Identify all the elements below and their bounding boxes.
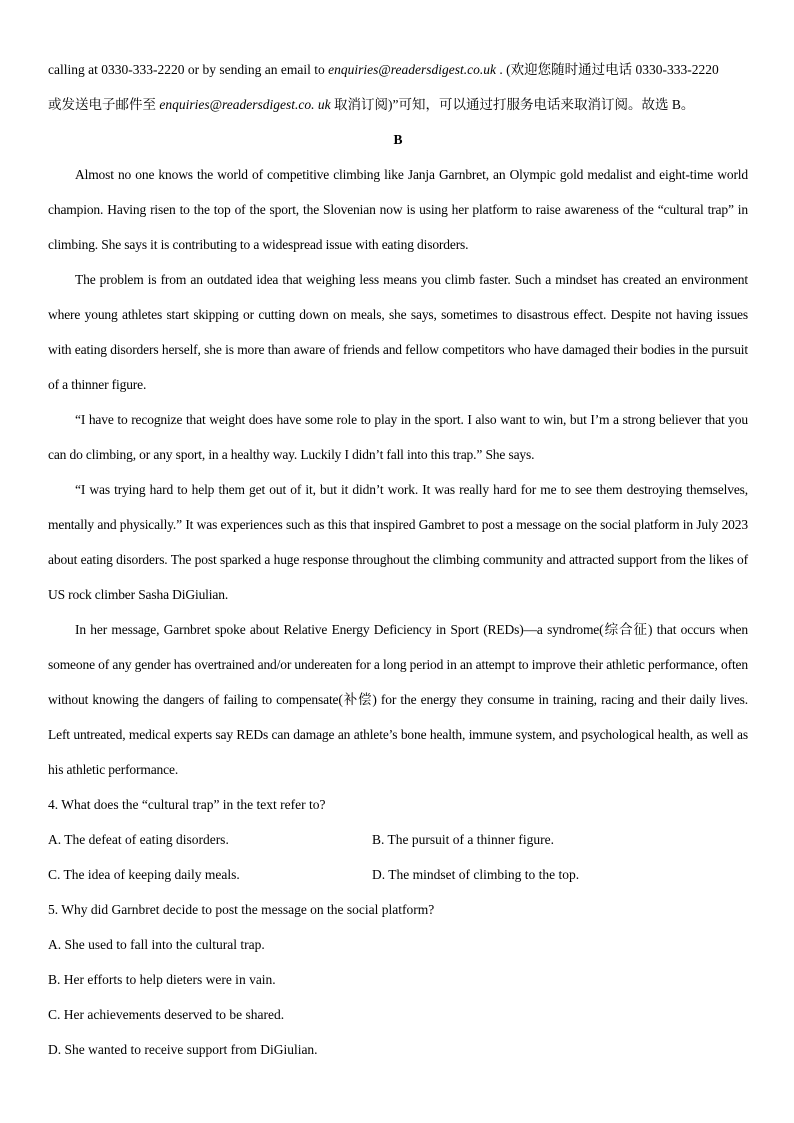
document-page [48,52,748,1067]
question-stem: 4. What does the “cultural trap” in the text refer to? [48,797,326,812]
answer-explanation-line-2 [48,87,748,122]
explanation-text: . (欢迎您随时通过电话 0330-333-2220 [495,62,719,77]
option: B. The pursuit of a thinner figure. [372,832,554,847]
options-row [48,822,748,857]
answer-explanation-line-1 [48,52,748,87]
explanation-text: calling at 0330-333-2220 or by sending an email to [48,62,329,77]
option: C. Her achievements deserved to be shared. [48,1007,285,1022]
option: C. The idea of keeping daily meals. [48,867,240,882]
option: A. She used to fall into the cultural trap. [48,937,265,952]
explanation-text: 取消订阅)”可知，可以通过打服务电话来取消订阅。故选 B。 [330,97,695,112]
explanation-text: 或发送电子邮件至 [48,97,160,112]
option: A. The defeat of eating disorders. [48,832,229,847]
email-address: enquiries@readersdigest.co.uk [328,62,496,77]
passage-paragraph: The problem is from an outdated idea that weighing less means you climb faster. Such a mindset has created an environment where young athletes start skipping or cutting down on meals, she says, sometimes to disastrous effect. Despite not having issues with eating disorders herself, she is more than aware of friends and fellow competitors who have damaged their bodies in the pursuit of a thinner figure. [48,272,748,392]
option: D. She wanted to receive support from DiGiulian. [48,1042,318,1057]
section-label: B [393,132,403,147]
passage-paragraph: In her message, Garnbret spoke about Relative Energy Deficiency in Sport (REDs)—a syndrome(综合征) that occurs when someone of any gender has overtrained and/or undereaten for a long period in an attempt to improve their athletic performance, often without knowing the dangers of failing to compensate(补偿) for the energy they consume in training, racing and their daily lives. Left untreated, medical experts say REDs can damage an athlete’s bone health, immune system, and psychological health, as well as his athletic performance. [48,622,748,777]
option: D. The mindset of climbing to the top. [372,867,580,882]
email-address: enquiries@readersdigest.co. uk [159,97,331,112]
passage-paragraph: Almost no one knows the world of competitive climbing like Janja Garnbret, an Olympic gold medalist and eight-time world champion. Having risen to the top of the sport, the Slovenian now is using her platform to raise awareness of the “cultural trap” in climbing. She says it is contributing to a widespread issue with eating disorders. [48,167,748,252]
question-stem: 5. Why did Garnbret decide to post the message on the social platform? [48,902,435,917]
passage-paragraph: “I have to recognize that weight does have some role to play in the sport. I also want to win, but I’m a strong believer that you can do climbing, or any sport, in a healthy way. Luckily I didn’t fall into this trap.” She says. [48,412,748,462]
option: B. Her efforts to help dieters were in vain. [48,972,276,987]
passage-paragraph: “I was trying hard to help them get out of it, but it didn’t work. It was really hard for me to see them destroying themselves, mentally and physically.” It was experiences such as this that inspired Gambret to post a message on the social platform in July 2023 about eating disorders. The post sparked a huge response throughout the climbing community and attracted support from the likes of US rock climber Sasha DiGiulian. [48,482,748,602]
options-row [48,857,748,892]
